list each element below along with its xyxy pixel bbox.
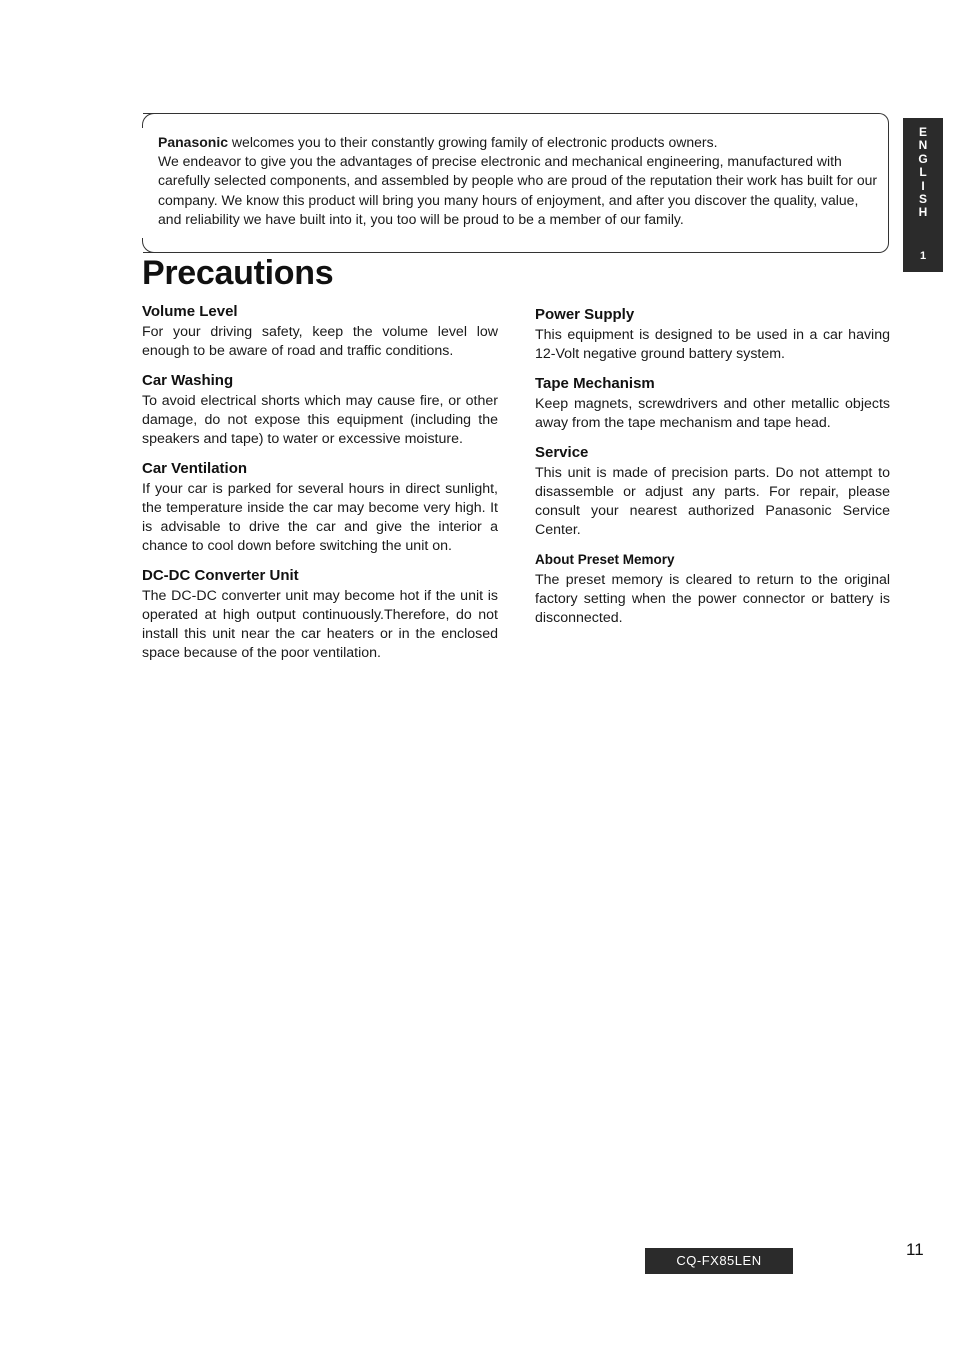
language-letter: S bbox=[918, 192, 927, 207]
page-title: Precautions bbox=[142, 254, 334, 292]
language-letter: H bbox=[918, 205, 928, 220]
section-power-supply bbox=[535, 305, 890, 364]
language-tab bbox=[903, 118, 943, 272]
right-column bbox=[535, 305, 890, 638]
section-body: This unit is made of precision parts. Do not attempt to disassemble or adjust any parts. For repair, please consult your nearest authorized Panasonic Service Center. bbox=[535, 465, 890, 538]
intro-line1: welcomes you to their constantly growing family of electronic products owners. bbox=[228, 134, 718, 150]
section-body: The preset memory is cleared to return to the original factory setting when the power connector or battery is disconnected. bbox=[535, 572, 890, 626]
section-tape-mechanism bbox=[535, 374, 890, 433]
left-column bbox=[142, 302, 498, 673]
section-car-ventilation bbox=[142, 459, 498, 556]
section-volume-level bbox=[142, 302, 498, 361]
section-about-preset-memory bbox=[535, 550, 890, 628]
intro-brand: Panasonic bbox=[158, 134, 229, 150]
language-letter: I bbox=[921, 178, 925, 193]
language-tab-page: 1 bbox=[919, 250, 927, 262]
section-dc-dc-converter bbox=[142, 566, 498, 663]
section-heading: Car Ventilation bbox=[142, 460, 248, 477]
page-number: 11 bbox=[906, 1240, 924, 1259]
section-body: For your driving safety, keep the volume level low enough to be aware of road and traffic conditions. bbox=[142, 324, 498, 359]
intro-box bbox=[143, 113, 889, 253]
language-tab-letters bbox=[903, 126, 943, 220]
section-heading: About Preset Memory bbox=[535, 552, 675, 567]
section-body: To avoid electrical shorts which may cause fire, or other damage, do not expose this equipment (including the speakers and tape) to water or excessive moisture. bbox=[142, 393, 498, 447]
intro-paragraph: We endeavor to give you the advantages of precise electronic and mechanical engineering, manufactured with carefully selected components, and assembled by people who are proud of the reputation their work has built for our company. We know this product will bring you many hours of enjoyment, and after you discover the quality, value, and reliability we have built into it, you too will be proud to be a member of our family. bbox=[158, 153, 878, 227]
section-heading: Tape Mechanism bbox=[535, 375, 655, 392]
section-heading: Service bbox=[535, 444, 589, 461]
section-body: Keep magnets, screwdrivers and other metallic objects away from the tape mechanism and tape head. bbox=[535, 396, 890, 431]
section-car-washing bbox=[142, 371, 498, 449]
language-letter: G bbox=[918, 151, 928, 166]
section-service bbox=[535, 443, 890, 540]
model-badge: CQ-FX85LEN bbox=[645, 1248, 793, 1274]
language-letter: N bbox=[918, 138, 928, 153]
language-letter: L bbox=[919, 165, 927, 180]
section-body: The DC-DC converter unit may become hot if the unit is operated at high output continuously.Therefore, do not install this unit near the car heaters or in the enclosed space because of the poor ventilation. bbox=[142, 588, 498, 661]
section-body: This equipment is designed to be used in a car having 12-Volt negative ground battery system. bbox=[535, 327, 890, 362]
section-body: If your car is parked for several hours in direct sunlight, the temperature inside the car may become very high. It is advisable to drive the car and give the interior a chance to cool down before switching the unit on. bbox=[142, 481, 498, 554]
section-heading: Power Supply bbox=[535, 306, 635, 323]
language-letter: E bbox=[918, 125, 927, 139]
section-heading: Car Washing bbox=[142, 372, 234, 389]
section-heading: Volume Level bbox=[142, 303, 238, 320]
intro-text bbox=[158, 133, 878, 229]
section-heading: DC-DC Converter Unit bbox=[142, 567, 299, 584]
